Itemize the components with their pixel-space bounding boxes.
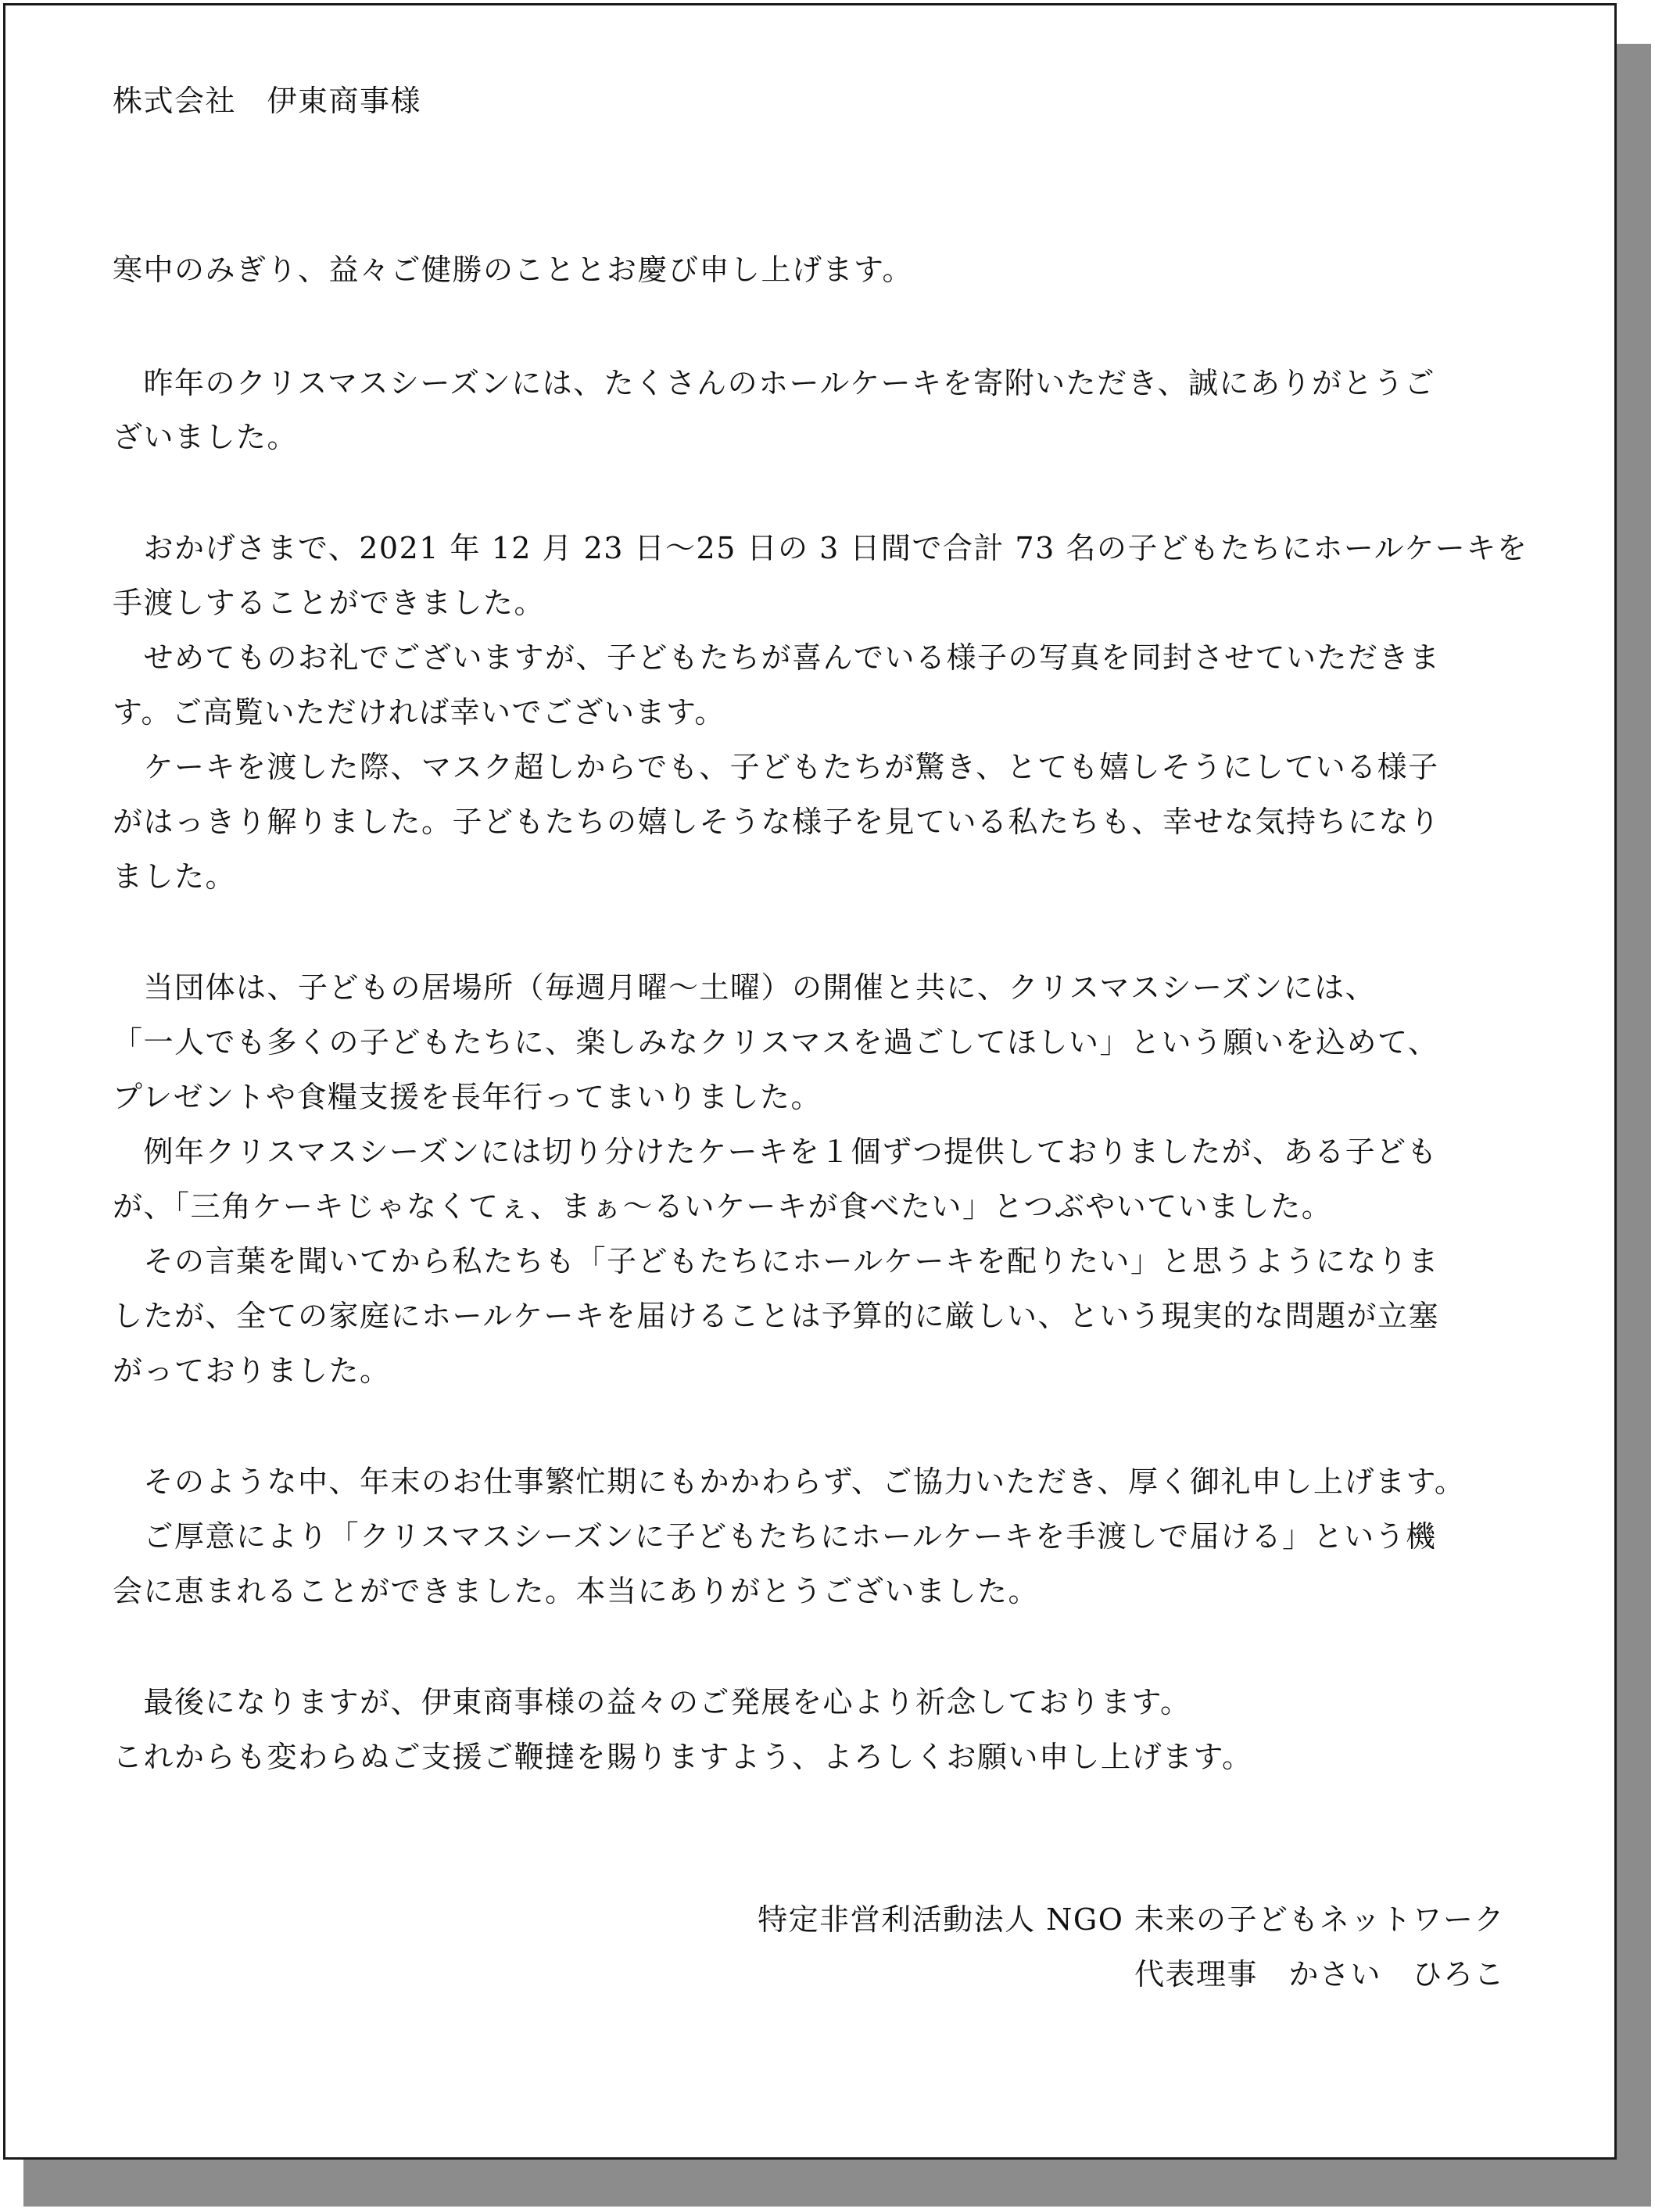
paragraph-line: ケーキを渡した際、マスク超しからでも、子どもたちが驚き、とても嬉しそうにしている様子 — [113, 750, 1439, 784]
paragraph-line: がっておりました。 — [113, 1353, 391, 1388]
greeting-line: 寒中のみぎり、益々ご健勝のこととお慶び申し上げます。 — [113, 253, 913, 287]
signature-representative: 代表理事 かさい ひろこ — [1134, 1957, 1505, 1992]
recipient-line: 株式会社 伊東商事様 — [113, 84, 422, 118]
paragraph-line: が、「三角ケーキじゃなくてぇ、まぁ～るいケーキが食べたい」とつぶやいていました。 — [113, 1189, 1333, 1224]
paragraph-line: 例年クリスマスシーズンには切り分けたケーキを１個ずつ提供しておりましたが、ある子ども — [113, 1135, 1438, 1169]
paragraph-line: その言葉を聞いてから私たちも「子どもたちにホールケーキを配りたい」と思うようになりま — [113, 1244, 1439, 1278]
paragraph-line: これからも変わらぬご支援ご鞭撻を賜りますよう、よろしくお願い申し上げます。 — [113, 1740, 1253, 1774]
paragraph-line: 会に恵まれることができました。本当にありがとうございました。 — [113, 1574, 1040, 1608]
paragraph-line: 当団体は、子どもの居場所（毎週月曜～土曜）の開催と共に、クリスマスシーズンには、 — [113, 970, 1377, 1005]
paragraph-line: せめてものお礼でございますが、子どもたちが喜んでいる様子の写真を同封させていただきま — [113, 640, 1441, 675]
paragraph-line: す。ご高覧いただければ幸いでございます。 — [113, 695, 725, 730]
paragraph-line: そのような中、年末のお仕事繁忙期にもかかわらず、ご協力いただき、厚く御礼申し上げます。 — [113, 1465, 1466, 1499]
paragraph-line: がはっきり解りました。子どもたちの嬉しそうな様子を見ている私たちも、幸せな気持ちになり — [113, 805, 1441, 839]
paragraph-line: おかげさまで、2021 年 12 月 23 日～25 日の 3 日間で合計 73 名の子どもたちにホールケーキを — [113, 531, 1528, 565]
paragraph-line: ご厚意により「クリスマスシーズンに子どもたちにホールケーキを手渡しで届ける」という機 — [113, 1519, 1437, 1554]
paragraph-line: ざいました。 — [113, 420, 299, 454]
letter-page — [3, 3, 1617, 2160]
paragraph-line: 最後になりますが、伊東商事様の益々のご発展を心より祈念しております。 — [113, 1685, 1191, 1719]
paragraph-line: したが、全ての家庭にホールケーキを届けることは予算的に厳しい、という現実的な問題が立塞 — [113, 1299, 1439, 1333]
paragraph-line: 昨年のクリスマスシーズンには、たくさんのホールケーキを寄附いただき、誠にありがとうご — [113, 366, 1436, 400]
signature-organization: 特定非営利活動法人 NGO 未来の子どもネットワーク — [758, 1902, 1505, 1937]
paragraph-line: ました。 — [113, 859, 237, 894]
paragraph-line: プレゼントや食糧支援を長年行ってまいりました。 — [113, 1080, 822, 1114]
paragraph-line: 手渡しすることができました。 — [113, 586, 546, 620]
paragraph-line: 「一人でも多くの子どもたちに、楽しみなクリスマスを過ごしてほしい」という願いを込めて、 — [113, 1025, 1439, 1059]
